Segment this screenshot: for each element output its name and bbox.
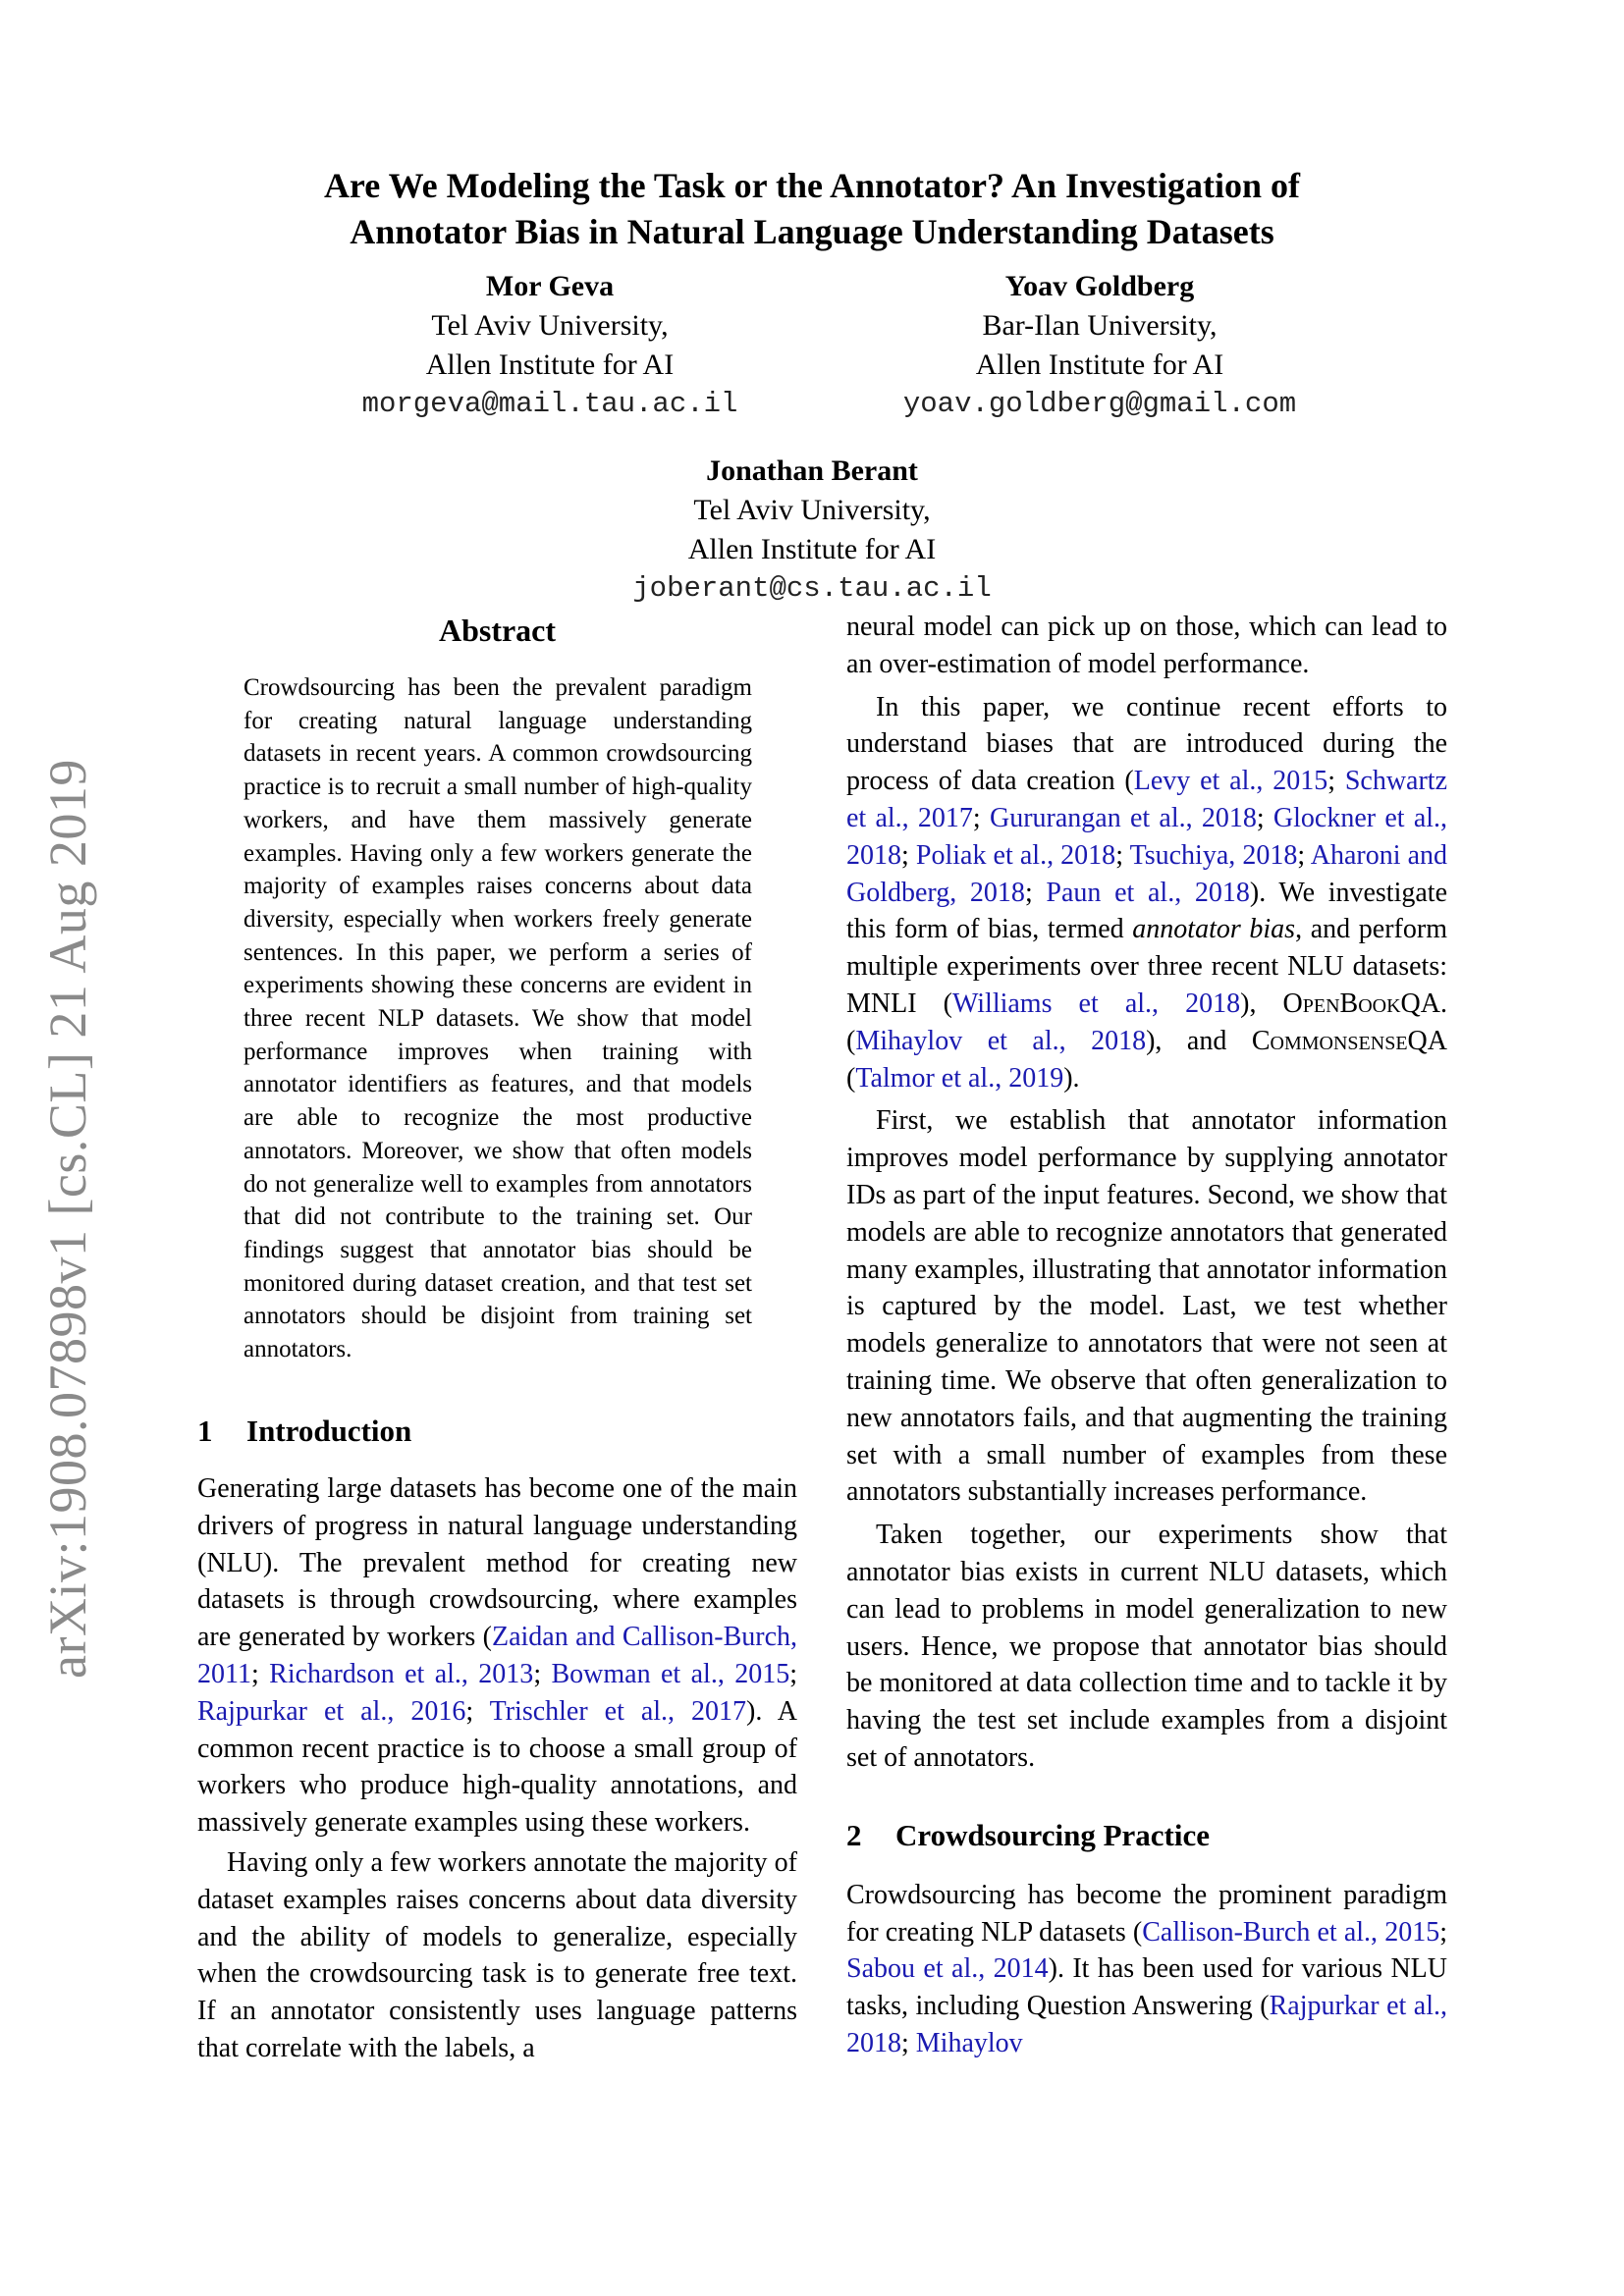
text-run: ).	[1063, 1062, 1080, 1094]
text-run: ). A common recent practice is to choose a small group of workers who produce high-quality annotations, and massively generate examples using these workers.	[197, 1695, 798, 1839]
text-run: ),	[1240, 988, 1283, 1019]
citation-link[interactable]: Mihaylov et al., 2018	[855, 1025, 1147, 1056]
left-column	[197, 1414, 797, 2067]
text-run: , and perform multiple experiments over three recent NLU datasets: MNLI (	[846, 914, 1447, 1019]
text-run: (	[846, 1062, 856, 1094]
citation-link[interactable]: Paun et al., 2018	[1046, 877, 1250, 908]
author-email: morgeva@mail.tau.ac.il	[361, 388, 738, 420]
citation-link[interactable]: Bowman et al., 2015	[551, 1658, 790, 1689]
author-affiliation: Bar-Ilan University,	[982, 309, 1218, 342]
author-affiliation: Tel Aviv University,	[693, 494, 931, 526]
dataset-name: CommonsenseQA	[1251, 1025, 1447, 1056]
abstract-text: Crowdsourcing has been the prevalent paradigm for creating natural language understanding datasets in recent years. A common crowdsourcing practice is to recruit a small number of high-quality workers, and have them massively generate examples. Having only a few workers generate the majority of examples raises concerns about data diversity, especially when workers freely generate sentences. In this paper, we perform a series of experiments showing these concerns are evident in three recent NLP datasets. We show that model performance improves when training with annotator identifiers as features, and that models are able to recognize the most productive annotators. Moreover, we show that often models do not generalize well to examples from annotators that did not contribute to the training set. Our findings suggest that annotator bias should be monitored during dataset creation, and that test set annotators should be disjoint from training set annotators.	[244, 674, 752, 1363]
citation-link[interactable]: Talmor et al., 2019	[855, 1062, 1064, 1094]
title-line-1: Are We Modeling the Task or the Annotator? An Investigation of	[323, 166, 1301, 205]
citation-link[interactable]: Aharoni and Goldberg, 2018	[846, 839, 1448, 908]
text-run: Generating large datasets has become one of the main drivers of progress in natural language understanding (NLU). The prevalent method for creating new datasets is through crowdsourcing, where examples are generated by workers (	[197, 1473, 797, 1653]
emphasis-term: annotator bias	[1132, 914, 1296, 945]
author-block-1	[314, 267, 785, 424]
text-run: In this paper, we continue recent efforts to understand biases that are introduced during the process of data creation (	[846, 691, 1447, 797]
paper-title	[0, 163, 1624, 255]
author-name: Yoav Goldberg	[1004, 270, 1195, 302]
author-email: yoav.goldberg@gmail.com	[902, 388, 1297, 420]
text-run: ). We investigate this form of bias, termed	[846, 877, 1447, 945]
section-number: 1	[197, 1414, 213, 1448]
author-name: Jonathan Berant	[706, 454, 918, 487]
citation-link[interactable]: Levy et al., 2015	[1133, 766, 1328, 797]
text-run: . (	[846, 988, 1447, 1056]
citation-link[interactable]: Zaidan and Callison-Burch, 2011	[197, 1622, 797, 1689]
author-affiliation: Allen Institute for AI	[687, 533, 937, 565]
intro-paragraph-4: First, we establish that annotator information improves model performance by supplying annotator IDs as part of the input features. Second, we show that models are able to recognize annotators that generated many examples, illustrating that annotator information is captured by the model. Last, we test whether models generalize to annotators that were not seen at training time. We observe that often generalization to new annotators fails, and that augmenting the training set with a small number of examples from these annotators substantially increases performance.	[846, 1105, 1447, 1508]
dataset-name: OpenBookQA	[1282, 988, 1440, 1019]
citation-link[interactable]: Schwartz et al., 2017	[846, 766, 1448, 833]
citation-link[interactable]: Gururangan et al., 2018	[989, 802, 1257, 833]
intro-paragraph-5: Taken together, our experiments show that annotator bias exists in current NLU datasets, which can lead to problems in model generalization to new users. Hence, we propose that annotator bias should be monitored at data collection time and to tackle it by having the test set include examples from a disjoint set of annotators.	[846, 1520, 1447, 1773]
section-heading-introduction	[197, 1414, 797, 1449]
right-column	[846, 609, 1447, 2062]
crowdsourcing-paragraph-1: Crowdsourcing has become the prominent paradigm for creating NLP datasets (Callison-Burch et al., 2015; Sabou et al., 2014). It has been used for various NLU tasks, including Question Answering (Rajpurkar et al., 2018; Mihaylov	[846, 1879, 1447, 2058]
intro-paragraph-3: In this paper, we continue recent efforts to understand biases that are introduced during the process of data creation (Levy et al., 2015; Schwartz et al., 2017; Gururangan et al., 2018; Glockner et al., 2018; Poliak et al., 2018; Tsuchiya, 2018; Aharoni and Goldberg, 2018; Paun et al., 2018). We investigate this form of bias, termed annotator bias, and perform multiple experiments over three recent NLU datasets: MNLI (Williams et al., 2018), OpenBookQA. (Mihaylov et al., 2018), and CommonsenseQA (Talmor et al., 2019).	[846, 691, 1448, 1094]
section-number: 2	[846, 1817, 862, 1852]
author-block-2	[844, 267, 1355, 424]
intro-paragraph-2: Having only a few workers annotate the majority of dataset examples raises concerns about data diversity and the ability of models to generalize, especially when the crowdsourcing task is to generate free text. If an annotator consistently uses language patterns that correlate with the labels, a	[197, 1846, 797, 2063]
author-affiliation: Allen Institute for AI	[975, 348, 1224, 381]
citation-link[interactable]: Rajpurkar et al., 2016	[197, 1695, 466, 1727]
citation-link[interactable]: Callison-Burch et al., 2015	[1142, 1916, 1440, 1948]
section-title: Crowdsourcing Practice	[895, 1817, 1210, 1852]
text-run: ). It has been used for various NLU tasks, including Question Answering (	[846, 1953, 1447, 2022]
intro-paragraph-1: Generating large datasets has become one of the main drivers of progress in natural language understanding (NLU). The prevalent method for creating new datasets is through crowdsourcing, where examples are generated by workers (Zaidan and Callison-Burch, 2011; Richardson et al., 2013; Bowman et al., 2015; Rajpurkar et al., 2016; Trischler et al., 2017). A common recent practice is to choose a small group of workers who produce high-quality annotations, and massively generate examples using these workers.	[197, 1473, 798, 1839]
author-affiliation: Allen Institute for AI	[425, 348, 675, 381]
intro-paragraph-2-continued: neural model can pick up on those, which can lead to an over-estimation of model performance.	[846, 612, 1447, 679]
title-line-2: Annotator Bias in Natural Language Understanding Datasets	[350, 212, 1274, 251]
citation-link[interactable]: Richardson et al., 2013	[269, 1658, 534, 1689]
section-heading-crowdsourcing	[846, 1818, 1447, 1853]
citation-link[interactable]: Williams et al., 2018	[951, 988, 1241, 1019]
citation-link[interactable]: Glockner et al., 2018	[846, 802, 1448, 871]
author-email: joberant@cs.tau.ac.il	[632, 572, 992, 605]
citation-link[interactable]: Trischler et al., 2017	[489, 1695, 747, 1727]
citation-link[interactable]: Mihaylov	[915, 2027, 1023, 2058]
author-affiliation: Tel Aviv University,	[431, 309, 669, 342]
citation-link[interactable]: Tsuchiya, 2018	[1129, 839, 1298, 871]
text-run: Crowdsourcing has become the prominent paradigm for creating NLP datasets (	[846, 1879, 1447, 1948]
author-block-3	[567, 452, 1057, 609]
citation-link[interactable]: Sabou et al., 2014	[846, 1953, 1049, 1985]
section-title: Introduction	[246, 1414, 412, 1448]
citation-link[interactable]: Rajpurkar et al., 2018	[846, 1991, 1447, 2058]
author-name: Mor Geva	[485, 270, 615, 302]
arxiv-watermark: arXiv:1908.07898v1 [cs.CL] 21 Aug 2019	[38, 759, 97, 1679]
abstract-heading: Abstract	[438, 613, 557, 648]
text-run: ), and	[1146, 1025, 1252, 1056]
citation-link[interactable]: Poliak et al., 2018	[915, 839, 1116, 871]
